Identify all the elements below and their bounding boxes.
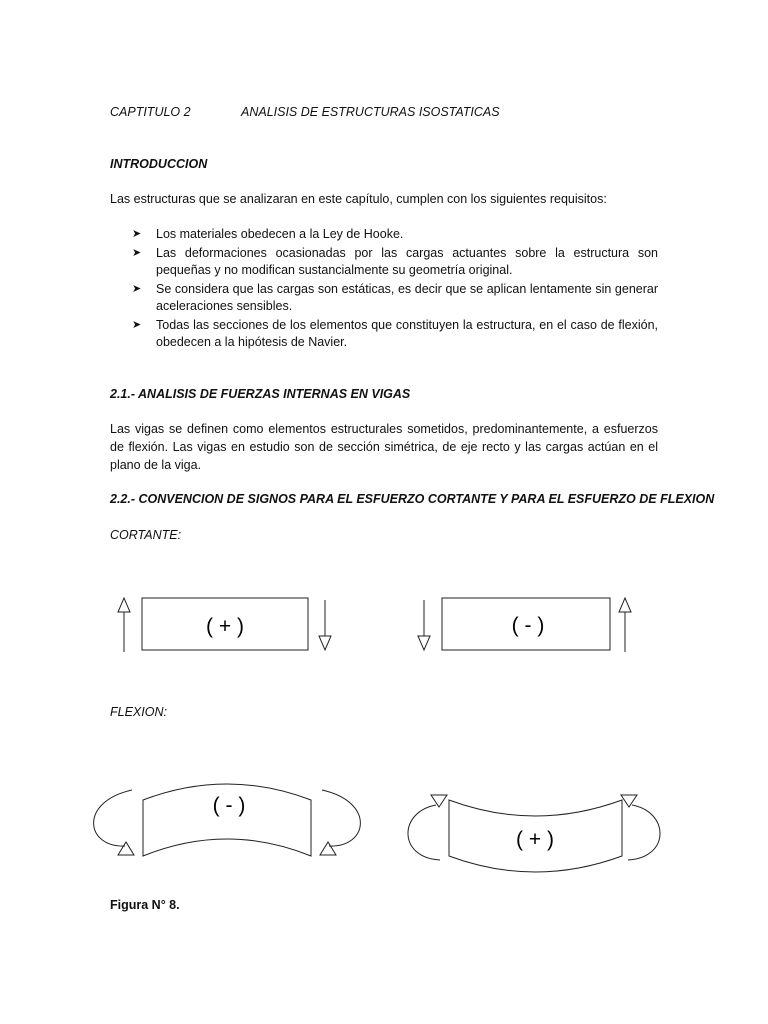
arrow-bullet-icon: ➤ [132, 282, 142, 295]
list-item-text: Todas las secciones de los elementos que constituyen la estructura, en el caso de flexión, obedecen a la hipótesis de Navier. [156, 317, 658, 349]
shear-negative-sign: ( - ) [511, 614, 545, 637]
moment-arrow-icon [408, 795, 447, 860]
down-arrow-icon [319, 600, 331, 650]
moment-arrow-icon [621, 795, 660, 860]
down-arrow-icon [418, 600, 430, 650]
section-2-1-body: Las vigas se definen como elementos estructurales sometidos, predominantemente, a esfuerzos de flexión. Las vigas en estudio son de sección simétrica, de eje recto y las cargas actúan en el plano de la viga. [110, 422, 658, 472]
bending-positive-sign: ( + ) [516, 828, 554, 851]
list-item-text: Las deformaciones ocasionadas por las cargas actuantes sobre la estructura son pequeñas y no modifican sustancialmente su geometría original. [156, 245, 658, 277]
section-2-2-heading: 2.2.- CONVENCION DE SIGNOS PARA EL ESFUERZO CORTANTE Y PARA EL ESFUERZO DE FLEXION [110, 492, 715, 506]
list-item-text: Los materiales obedecen a la Ley de Hooke. [156, 227, 404, 241]
section-2-1-heading: 2.1.- ANALISIS DE FUERZAS INTERNAS EN VIGAS [110, 387, 411, 401]
shear-label: CORTANTE: [110, 528, 182, 542]
arrow-bullet-icon: ➤ [132, 318, 142, 331]
moment-arrow-icon [94, 790, 134, 855]
figure-caption: Figura N° 8. [110, 898, 180, 912]
chapter-label: CAPTITULO 2 [110, 105, 191, 119]
bending-label: FLEXION: [110, 705, 167, 719]
moment-arrow-icon [320, 790, 360, 855]
up-arrow-icon [619, 598, 631, 652]
bending-negative-sign: ( - ) [212, 794, 246, 817]
list-item-text: Se considera que las cargas son estáticas, es decir que se aplican lentamente sin generar aceleraciones sensibles. [156, 281, 658, 313]
arrow-bullet-icon: ➤ [132, 228, 142, 240]
intro-heading: INTRODUCCION [110, 157, 208, 171]
arrow-bullet-icon: ➤ [132, 246, 142, 259]
shear-positive-sign: ( + ) [206, 615, 244, 638]
chapter-title: ANALISIS DE ESTRUCTURAS ISOSTATICAS [241, 105, 500, 119]
intro-lead: Las estructuras que se analizaran en este capítulo, cumplen con los siguientes requisitos: [110, 192, 607, 206]
up-arrow-icon [118, 598, 130, 652]
